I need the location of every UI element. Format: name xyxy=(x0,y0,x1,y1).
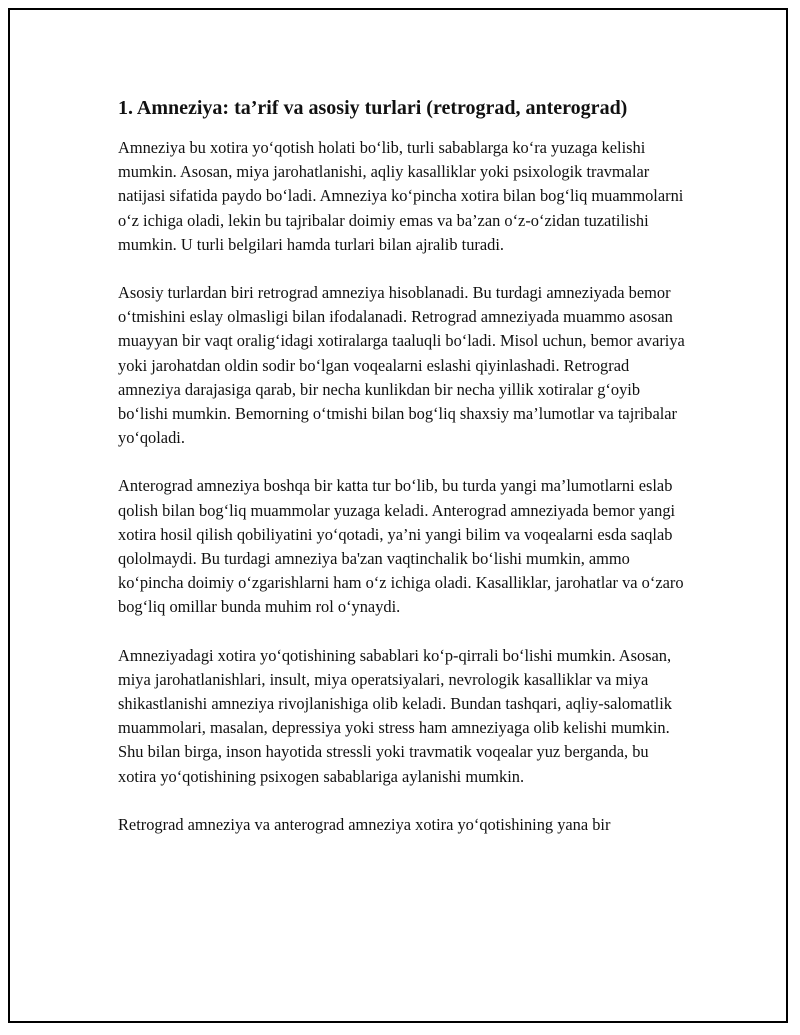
paragraph-amnesia-definition: Amneziya bu xotira yo‘qotish holati bo‘lib, turli sabablarga ko‘ra yuzaga kelishi mumkin. Asosan, miya jarohatlanishi, aqliy kasalliklar yoki psixologik travmalar natijasi sifatida paydo bo‘ladi. Amneziya ko‘pincha xotira bilan bog‘liq muammolarni o‘z ichiga oladi, lekin bu tajribalar doimiy emas va ba’zan o‘z-o‘zidan tuzatilishi mumkin. U turli belgilari hamda turlari bilan ajralib turadi. xyxy=(118,138,684,254)
paragraph-amnesia-causes: Amneziyadagi xotira yo‘qotishining sabablari ko‘p-qirrali bo‘lishi mumkin. Asosan, miya jarohatlanishlari, insult, miya operatsiyalari, nevrologik kasalliklar va miya shikastlanishi amneziya rivojlanishiga olib keladi. Bundan tashqari, aqliy-salomatlik muammolari, masalan, depressiya yoki stress ham amneziyaga olib kelishi mumkin. Shu bilan birga, inson hayotida stressli yoki travmatik voqealar yuz berganda, bu xotira yo‘qotishining psixogen sabablariga aylanishi mumkin. xyxy=(118,645,672,786)
paragraph-comparison: Retrograd amneziya va anterograd amneziya xotira yo‘qotishining yana bir xyxy=(118,814,611,834)
section-heading: 1. Amneziya: ta’rif va asosiy turlari (retrograd, anterograd) xyxy=(118,97,628,119)
document-body xyxy=(118,94,690,861)
paragraph-anterograde-amnesia: Anterograd amneziya boshqa bir katta tur bo‘lib, bu turda yangi ma’lumotlarni eslab qolish bilan bog‘liq muammolar yuzaga keladi. Anterograd amneziyada bemor yangi xotira hosil qilish qobiliyatini yo‘qotadi, ya’ni yangi bilim va voqealarni esda saqlab qololmaydi. Bu turdagi amneziya ba'zan vaqtinchalik bo‘lishi mumkin, ammo ko‘pincha doimiy o‘zgarishlarni ham o‘z ichiga oladi. Kasalliklar, jarohatlar va o‘zaro bog‘liq omillar bunda muhim rol o‘ynaydi. xyxy=(118,476,684,617)
paragraph-retrograde-amnesia: Asosiy turlardan biri retrograd amneziya hisoblanadi. Bu turdagi amneziyada bemor o‘tmishini eslay olmasligi bilan ifodalanadi. Retrograd amneziyada muammo asosan muayyan bir vaqt oralig‘idagi xotiralarga taaluqli bo‘ladi. Misol uchun, bemor avariya yoki jarohatdan oldin sodir bo‘lgan voqealarni eslashi qiyinlashadi. Retrograd amneziya darajasiga qarab, bir necha kunlikdan bir necha yillik xotiralar g‘oyib bo‘lishi mumkin. Bemorning o‘tmishi bilan bog‘liq shaxsiy ma’lumotlar va tajribalar yo‘qoladi. xyxy=(118,283,685,448)
